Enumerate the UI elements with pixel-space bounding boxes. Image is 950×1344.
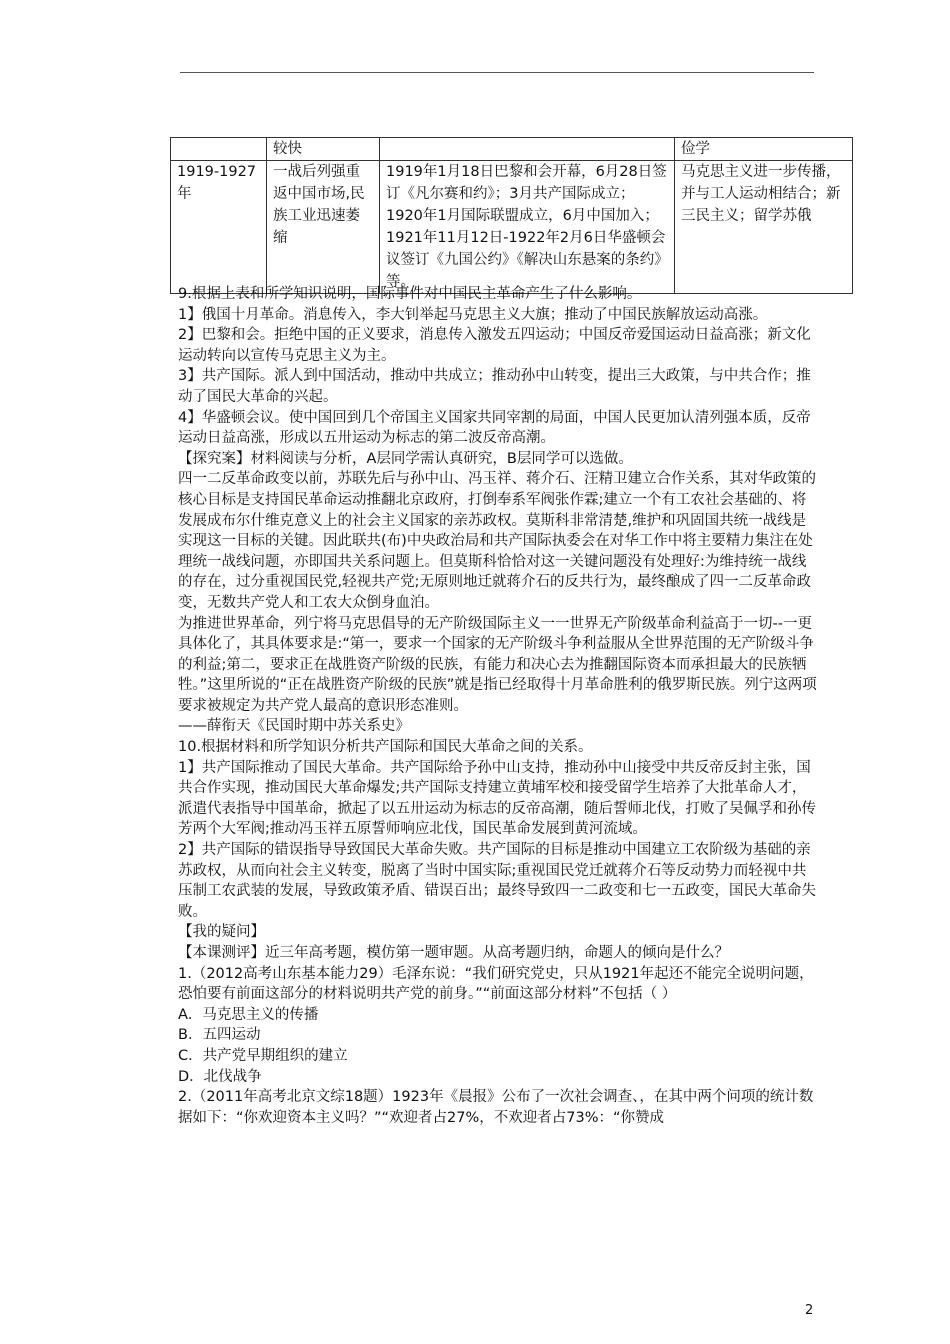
material-source: ——薛衔天《民国时期中苏关系史》 <box>178 718 410 735</box>
question-10: 10.根据材料和所学知识分析共产国际和国民大革命之间的关系。 <box>178 739 593 756</box>
assessment-heading: 【本课测评】近三年高考题，模仿第一题审题。从高考题归纳，命题人的倾向是什么？ <box>178 945 729 961</box>
page-number: 2 <box>805 1303 814 1318</box>
answer-10-1: 1】共产国际推动了国民大革命。共产国际给予孙中山支持，推动孙中山接受中共反帝反封主张，国共合作实现，推动国民大革命爆发;共产国际支持建立黄埔军校和接受留学生培养了大批革命人才，派遣代表指导中国革命，掀起了以五卅运动为标志的反帝高潮，随后誓师北伐，打败了吴佩孚和孙传芳两个大军阀;推动冯玉祥五原誓师响应北伐，国民革命发展到黄河流域。 <box>178 759 816 838</box>
history-table <box>170 137 853 294</box>
test-question-2: 2.（2011年高考北京文综18题）1923年《晨报》公布了一次社会调查、，在其中两个问项的统计数据如下：“你欢迎资本主义吗？”“欢迎者占27%，不欢迎者占73%：“你赞成 <box>178 1089 814 1126</box>
table-cell <box>380 138 675 161</box>
answer-9-1: 1】俄国十月革命。消息传入，李大钊举起马克思主义大旗；推动了中国民族解放运动高涨。 <box>178 306 768 323</box>
option-a: A．马克思主义的传播 <box>178 1006 319 1023</box>
thought-cell: 马克思主义进一步传播，并与工人运动相结合；新三民主义；留学苏俄 <box>675 161 853 294</box>
events-cell: 1919年1月18日巴黎和会开幕，6月28日签订《凡尔赛和约》；3月共产国际成立；1920年1月国际联盟成立，6月中国加入；1921年11月12日-1922年2月6日华盛顿会议签订《九国公约》《解决山东悬案的条约》等。 <box>380 161 675 294</box>
answer-10-2: 2】共产国际的错误指导导致国民大革命失败。共产国际的目标是推动中国建立工农阶级为基础的亲苏政权，从而向社会主义转变，脱离了当时中国实际;重视国民党迁就蒋介石等反动势力而轻视中共压制工农武装的发展，导致政策矛盾、错误百出；最终导致四一二政变和七一五政变，国民大革命失败。 <box>178 842 816 920</box>
economy-cell: 一战后列强重返中国市场,民族工业迅速萎缩 <box>267 161 380 294</box>
header-rule <box>180 72 814 73</box>
table-cell <box>171 138 267 161</box>
answer-9-2: 2】巴黎和会。拒绝中国的正义要求，消息传入激发五四运动；中国反帝爱国运动日益高涨；新文化运动转向以宣传马克思主义为主。 <box>178 327 811 364</box>
question-9: 9.根据上表和所学知识说明，国际事件对中国民主革命产生了什么影响。 <box>178 286 642 302</box>
option-d: D．北伐战争 <box>178 1068 262 1085</box>
period-cell: 1919-1927年 <box>171 161 267 294</box>
material-paragraph-1: 四一二反革命政变以前，苏联先后与孙中山、冯玉祥、蒋介石、汪精卫建立合作关系，其对华政策的核心目标是支持国民革命运动推翻北京政府，打倒奉系军阀张作霖;建立一个有工农社会基础的、将发展成布尔什维克意义上的社会主义国家的亲苏政权。莫斯科非常清楚,维护和巩固国共统一战线是实现这一目标的关键。因此联共(布)中央政治局和共产国际执委会在对华工作中将主要精力集注在处理统一战线问题，亦即国共关系问题上。但莫斯科恰恰对这一关键问题没有处理好:为维持统一战线的存在，过分重视国民党,轻视共产党;无原则地迁就蒋介石的反共行为，最终酿成了四一二反革命政变，无数共产党人和工农大众倒身血泊。 <box>178 471 816 611</box>
table-row <box>171 138 853 161</box>
option-c: C．共产党早期组织的建立 <box>178 1047 348 1064</box>
table-cell: 较快 <box>267 138 380 161</box>
test-question-1: 1.（2012高考山东基本能力29）毛泽东说：“我们研究党史，只从1921年起还不能完全说明问题，恐怕要有前面这部分的材料说明共产党的前身。”“前面这部分材料”不包括（ ） <box>178 965 814 1003</box>
document-body <box>178 284 818 1128</box>
answer-9-3: 3】共产国际。派人到中国活动，推动中共成立；推动孙中山转变，提出三大政策，与中共合作；推动了国民大革命的兴起。 <box>178 368 811 405</box>
inquiry-heading: 【探究案】材料阅读与分析，A层同学需认真研究，B层同学可以选做。 <box>178 450 633 467</box>
option-b: B．五四运动 <box>178 1027 261 1044</box>
table-cell: 俭学 <box>675 138 853 161</box>
table-row <box>171 161 853 294</box>
my-questions-heading: 【我的疑问】 <box>178 924 265 941</box>
material-paragraph-2: 为推进世界革命，列宁将马克思倡导的无产阶级国际主义一一世界无产阶级革命利益高于一切--一更具体化了，其具体要求是:“第一，要求一个国家的无产阶级斗争利益服从全世界范围的无产阶级斗争的利益;第二，要求正在战胜资产阶级的民族，有能力和决心去为推翻国际资本而承担最大的民族牺牲。”这里所说的“正在战胜资产阶级的民族”就是指已经取得十月革命胜利的俄罗斯民族。列宁这两项要求被规定为共产党人最高的意识形态准则。 <box>178 615 817 714</box>
answer-9-4: 4】华盛顿会议。使中国回到几个帝国主义国家共同宰割的局面，中国人民更加认清列强本质，反帝运动日益高涨，形成以五卅运动为标志的第二波反帝高潮。 <box>178 409 811 447</box>
